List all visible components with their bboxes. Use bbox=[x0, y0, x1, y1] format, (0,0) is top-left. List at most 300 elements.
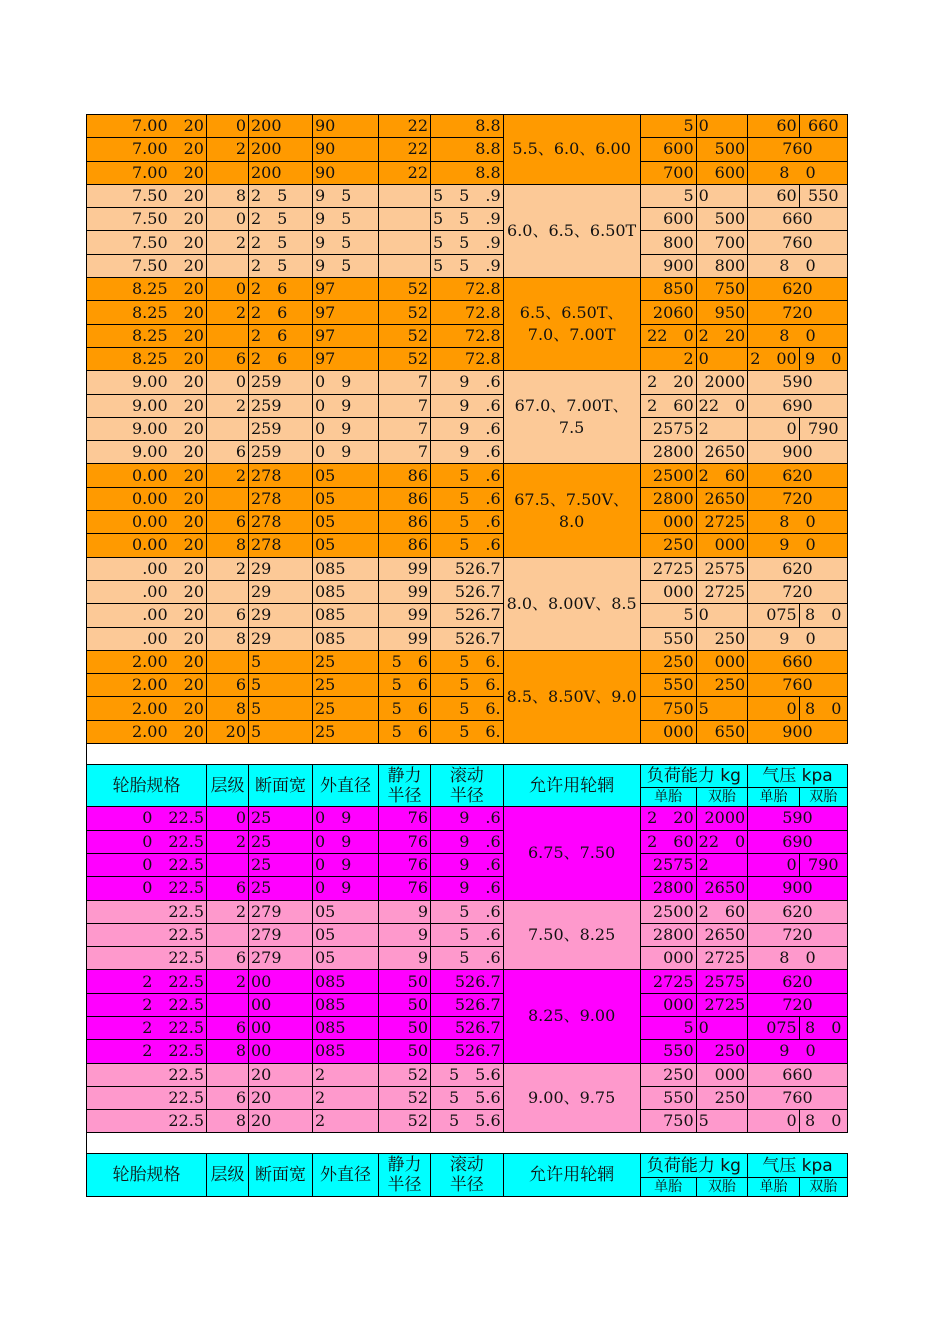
section-width-cell: 279 bbox=[249, 947, 313, 970]
rolling-radius-cell: 5 .6 bbox=[431, 487, 504, 510]
static-radius-cell: 86 bbox=[379, 464, 431, 487]
tire-spec-cell: 0 22.5 bbox=[87, 853, 207, 876]
table-row bbox=[87, 278, 848, 301]
section-width-cell: 00 bbox=[249, 970, 313, 993]
static-radius-cell: 9 bbox=[379, 923, 431, 946]
tire-spec-cell: 22.5 bbox=[87, 900, 207, 923]
static-radius-cell bbox=[379, 208, 431, 231]
header-roll-line2: 半径 bbox=[449, 785, 484, 806]
pressure-cell: 720 bbox=[748, 487, 848, 510]
load-single-cell: 2 60 bbox=[640, 830, 696, 853]
table-row bbox=[87, 877, 848, 900]
load-dual-cell: 2650 bbox=[696, 923, 748, 946]
load-dual-cell: 22 0 bbox=[696, 394, 748, 417]
rolling-radius-cell: 8.8 bbox=[431, 138, 504, 161]
rolling-radius-cell: 526.7 bbox=[431, 993, 504, 1016]
tire-spec-cell: 22.5 bbox=[87, 1086, 207, 1109]
header-row bbox=[87, 765, 848, 788]
table-row bbox=[87, 231, 848, 254]
pressure-cell: 900 bbox=[748, 877, 848, 900]
rolling-radius-cell: 526.7 bbox=[431, 557, 504, 580]
outer-diameter-cell: 9 5 bbox=[313, 184, 379, 207]
static-radius-cell: 76 bbox=[379, 807, 431, 830]
load-dual-cell: 500 bbox=[696, 138, 748, 161]
static-radius-cell: 22 bbox=[379, 115, 431, 138]
ply-cell: 2 bbox=[207, 464, 249, 487]
static-radius-cell: 52 bbox=[379, 278, 431, 301]
load-single-cell: 800 bbox=[640, 231, 696, 254]
load-dual-cell: 2000 bbox=[696, 371, 748, 394]
pressure-cell: 660 bbox=[748, 1063, 848, 1086]
rim-cell: 6.0、6.5、6.50T bbox=[503, 184, 640, 277]
load-single-cell: 850 bbox=[640, 278, 696, 301]
load-single-cell: 5 bbox=[640, 184, 696, 207]
rolling-radius-cell: 5 5 .9 bbox=[431, 254, 504, 277]
section-width-cell: 200 bbox=[249, 138, 313, 161]
load-dual-cell: 000 bbox=[696, 650, 748, 673]
static-radius-cell: 50 bbox=[379, 993, 431, 1016]
load-dual-cell: 2725 bbox=[696, 993, 748, 1016]
table-row bbox=[87, 394, 848, 417]
section-width-cell: 00 bbox=[249, 1040, 313, 1063]
header-roll-line1: 滚动 bbox=[449, 1155, 484, 1176]
load-dual-cell: 2575 bbox=[696, 557, 748, 580]
tire-spec-cell: 8.25 20 bbox=[87, 301, 207, 324]
tire-spec-cell: .00 20 bbox=[87, 604, 207, 627]
section-width-cell: 259 bbox=[249, 394, 313, 417]
pressure-dual-cell: 550 bbox=[799, 184, 847, 207]
outer-diameter-cell: 085 bbox=[313, 993, 379, 1016]
load-dual-cell: 22 0 bbox=[696, 830, 748, 853]
ply-cell bbox=[207, 993, 249, 1016]
tire-spec-cell: .00 20 bbox=[87, 580, 207, 603]
load-dual-cell: 700 bbox=[696, 231, 748, 254]
rolling-radius-cell: 72.8 bbox=[431, 347, 504, 370]
load-single-cell: 000 bbox=[640, 720, 696, 743]
static-radius-cell: 52 bbox=[379, 347, 431, 370]
rolling-radius-cell: 9 .6 bbox=[431, 877, 504, 900]
load-single-cell: 250 bbox=[640, 534, 696, 557]
table-row bbox=[87, 464, 848, 487]
pressure-cell: 620 bbox=[748, 464, 848, 487]
section-width-cell: 25 bbox=[249, 877, 313, 900]
table-row bbox=[87, 697, 848, 720]
pressure-dual-cell: 660 bbox=[799, 115, 847, 138]
outer-diameter-cell: 97 bbox=[313, 301, 379, 324]
load-single-cell: 2060 bbox=[640, 301, 696, 324]
section-width-cell: 29 bbox=[249, 580, 313, 603]
ply-cell: 0 bbox=[207, 278, 249, 301]
rolling-radius-cell: 5 5.6 bbox=[431, 1063, 504, 1086]
table-row bbox=[87, 161, 848, 184]
pressure-cell: 9 0 bbox=[748, 627, 848, 650]
section-width-cell: 259 bbox=[249, 371, 313, 394]
header-static-radius bbox=[379, 1154, 431, 1196]
header-static-line1: 静力 bbox=[387, 765, 422, 786]
static-radius-cell: 99 bbox=[379, 604, 431, 627]
static-radius-cell: 99 bbox=[379, 627, 431, 650]
ply-cell: 6 bbox=[207, 947, 249, 970]
rolling-radius-cell: 8.8 bbox=[431, 115, 504, 138]
pressure-cell: 620 bbox=[748, 970, 848, 993]
table-row bbox=[87, 720, 848, 743]
outer-diameter-cell: 085 bbox=[313, 580, 379, 603]
load-dual-cell: 250 bbox=[696, 627, 748, 650]
header-rolling-radius bbox=[431, 765, 504, 807]
header-pressure-dual: 双胎 bbox=[799, 788, 847, 807]
pressure-cell: 8 0 bbox=[748, 511, 848, 534]
load-single-cell: 600 bbox=[640, 208, 696, 231]
section-width-cell: 2 5 bbox=[249, 208, 313, 231]
static-radius-cell: 9 bbox=[379, 900, 431, 923]
table-row bbox=[87, 1016, 848, 1039]
section-width-cell: 00 bbox=[249, 1016, 313, 1039]
pressure-single-cell: 0 bbox=[748, 853, 800, 876]
section-width-cell: 278 bbox=[249, 511, 313, 534]
section-width-cell: 5 bbox=[249, 720, 313, 743]
section-width-cell: 2 6 bbox=[249, 278, 313, 301]
rolling-radius-cell: 72.8 bbox=[431, 278, 504, 301]
tire-spec-cell: 7.50 20 bbox=[87, 231, 207, 254]
pressure-single-cell: 2 00 bbox=[748, 347, 800, 370]
table-row bbox=[87, 580, 848, 603]
table-row bbox=[87, 1086, 848, 1109]
load-dual-cell: 2 20 bbox=[696, 324, 748, 347]
rim-cell: 7.50、8.25 bbox=[503, 900, 640, 970]
table-row bbox=[87, 853, 848, 876]
outer-diameter-cell: 0 9 bbox=[313, 417, 379, 440]
outer-diameter-cell: 0 9 bbox=[313, 441, 379, 464]
tire-spec-cell: 7.50 20 bbox=[87, 184, 207, 207]
table-row bbox=[87, 184, 848, 207]
rolling-radius-cell: 5 5.6 bbox=[431, 1086, 504, 1109]
outer-diameter-cell: 2 bbox=[313, 1110, 379, 1133]
ply-cell bbox=[207, 853, 249, 876]
rolling-radius-cell: 5 6. bbox=[431, 720, 504, 743]
ply-cell bbox=[207, 650, 249, 673]
section-width-cell: 29 bbox=[249, 557, 313, 580]
static-radius-cell: 76 bbox=[379, 830, 431, 853]
outer-diameter-cell: 90 bbox=[313, 161, 379, 184]
rolling-radius-cell: 5 5 .9 bbox=[431, 231, 504, 254]
load-dual-cell: 5 bbox=[696, 1110, 748, 1133]
rim-cell: 9.00、9.75 bbox=[503, 1063, 640, 1133]
static-radius-cell: 99 bbox=[379, 557, 431, 580]
ply-cell: 20 bbox=[207, 720, 249, 743]
header-diameter: 外直径 bbox=[313, 1154, 379, 1196]
load-dual-cell: 800 bbox=[696, 254, 748, 277]
load-single-cell: 2800 bbox=[640, 487, 696, 510]
section-width-cell: 20 bbox=[249, 1086, 313, 1109]
outer-diameter-cell: 25 bbox=[313, 650, 379, 673]
load-single-cell: 5 bbox=[640, 115, 696, 138]
section-width-cell: 2 6 bbox=[249, 301, 313, 324]
load-single-cell: 2 20 bbox=[640, 371, 696, 394]
header-pressure: 气压 kpa bbox=[748, 1154, 848, 1177]
load-single-cell: 2725 bbox=[640, 557, 696, 580]
header-load: 负荷能力 kg bbox=[640, 765, 748, 788]
pressure-cell: 590 bbox=[748, 371, 848, 394]
header-load: 负荷能力 kg bbox=[640, 1154, 748, 1177]
static-radius-cell: 52 bbox=[379, 324, 431, 347]
outer-diameter-cell: 05 bbox=[313, 923, 379, 946]
header-ply: 层级 bbox=[207, 765, 249, 807]
table-row bbox=[87, 371, 848, 394]
load-single-cell: 2500 bbox=[640, 900, 696, 923]
load-dual-cell: 950 bbox=[696, 301, 748, 324]
outer-diameter-cell: 97 bbox=[313, 347, 379, 370]
header-static-line2: 半径 bbox=[387, 1175, 422, 1196]
static-radius-cell: 5 6 bbox=[379, 650, 431, 673]
load-single-cell: 700 bbox=[640, 161, 696, 184]
section-width-cell: 2 5 bbox=[249, 184, 313, 207]
tire-spec-cell: 0 22.5 bbox=[87, 807, 207, 830]
ply-cell: 8 bbox=[207, 534, 249, 557]
pressure-dual-cell: 8 0 bbox=[799, 604, 847, 627]
rolling-radius-cell: 9 .6 bbox=[431, 394, 504, 417]
table-row bbox=[87, 947, 848, 970]
rolling-radius-cell: 526.7 bbox=[431, 627, 504, 650]
load-single-cell: 5 bbox=[640, 604, 696, 627]
table-row bbox=[87, 923, 848, 946]
tire-spec-cell: 0 22.5 bbox=[87, 830, 207, 853]
pressure-dual-cell: 8 0 bbox=[799, 1110, 847, 1133]
table-row bbox=[87, 993, 848, 1016]
tire-spec-cell: 8.25 20 bbox=[87, 278, 207, 301]
outer-diameter-cell: 0 9 bbox=[313, 877, 379, 900]
static-radius-cell: 86 bbox=[379, 511, 431, 534]
table-row bbox=[87, 1110, 848, 1133]
ply-cell: 0 bbox=[207, 208, 249, 231]
static-radius-cell: 52 bbox=[379, 301, 431, 324]
tire-spec-cell: 22.5 bbox=[87, 1110, 207, 1133]
header-rolling-radius bbox=[431, 1154, 504, 1196]
load-single-cell: 250 bbox=[640, 1063, 696, 1086]
ply-cell bbox=[207, 324, 249, 347]
section-width-cell: 2 6 bbox=[249, 324, 313, 347]
tire-spec-cell: .00 20 bbox=[87, 627, 207, 650]
load-dual-cell: 0 bbox=[696, 604, 748, 627]
ply-cell: 2 bbox=[207, 301, 249, 324]
section-width-cell: 278 bbox=[249, 464, 313, 487]
table-row bbox=[87, 557, 848, 580]
header-rim: 允许用轮辋 bbox=[503, 765, 640, 807]
rim-cell: 5.5、6.0、6.00 bbox=[503, 115, 640, 185]
outer-diameter-cell: 2 bbox=[313, 1086, 379, 1109]
table-row bbox=[87, 627, 848, 650]
load-dual-cell: 2 60 bbox=[696, 900, 748, 923]
tire-spec-cell: 9.00 20 bbox=[87, 394, 207, 417]
tire-spec-cell: 2.00 20 bbox=[87, 720, 207, 743]
ply-cell: 2 bbox=[207, 394, 249, 417]
ply-cell: 8 bbox=[207, 627, 249, 650]
static-radius-cell: 50 bbox=[379, 1040, 431, 1063]
table-row bbox=[87, 115, 848, 138]
load-dual-cell: 2725 bbox=[696, 947, 748, 970]
spacer-cell bbox=[87, 744, 848, 765]
pressure-cell: 720 bbox=[748, 993, 848, 1016]
load-single-cell: 22 0 bbox=[640, 324, 696, 347]
section-width-cell: 25 bbox=[249, 807, 313, 830]
rim-cell: 8.25、9.00 bbox=[503, 970, 640, 1063]
rolling-radius-cell: 5 6. bbox=[431, 697, 504, 720]
pressure-cell: 760 bbox=[748, 138, 848, 161]
header-row bbox=[87, 1154, 848, 1177]
load-dual-cell: 0 bbox=[696, 184, 748, 207]
static-radius-cell: 7 bbox=[379, 371, 431, 394]
load-dual-cell: 2725 bbox=[696, 511, 748, 534]
rolling-radius-cell: 5 .6 bbox=[431, 900, 504, 923]
table-row bbox=[87, 1063, 848, 1086]
section-width-cell: 5 bbox=[249, 697, 313, 720]
static-radius-cell: 5 6 bbox=[379, 674, 431, 697]
pressure-cell: 660 bbox=[748, 208, 848, 231]
load-single-cell: 2800 bbox=[640, 923, 696, 946]
section-width-cell: 25 bbox=[249, 853, 313, 876]
header-load-single: 单胎 bbox=[640, 1177, 696, 1196]
outer-diameter-cell: 05 bbox=[313, 464, 379, 487]
pressure-single-cell: 075 bbox=[748, 604, 800, 627]
section-width-cell: 00 bbox=[249, 993, 313, 1016]
tire-spec-cell: 0.00 20 bbox=[87, 534, 207, 557]
ply-cell: 6 bbox=[207, 877, 249, 900]
pressure-cell: 590 bbox=[748, 807, 848, 830]
load-dual-cell: 2725 bbox=[696, 580, 748, 603]
rolling-radius-cell: 526.7 bbox=[431, 1040, 504, 1063]
tire-spec-cell: 22.5 bbox=[87, 947, 207, 970]
table-row bbox=[87, 534, 848, 557]
load-single-cell: 2575 bbox=[640, 417, 696, 440]
section-width-cell: 20 bbox=[249, 1063, 313, 1086]
tire-spec-cell: 7.00 20 bbox=[87, 161, 207, 184]
pressure-cell: 8 0 bbox=[748, 324, 848, 347]
load-single-cell: 000 bbox=[640, 580, 696, 603]
ply-cell bbox=[207, 1063, 249, 1086]
ply-cell: 2 bbox=[207, 231, 249, 254]
tire-spec-cell: 2 22.5 bbox=[87, 970, 207, 993]
load-dual-cell: 650 bbox=[696, 720, 748, 743]
load-single-cell: 000 bbox=[640, 947, 696, 970]
header-pressure-single: 单胎 bbox=[748, 1177, 800, 1196]
section-width-cell: 279 bbox=[249, 923, 313, 946]
header-spec: 轮胎规格 bbox=[87, 765, 207, 807]
ply-cell: 6 bbox=[207, 1016, 249, 1039]
rolling-radius-cell: 526.7 bbox=[431, 970, 504, 993]
header-diameter: 外直径 bbox=[313, 765, 379, 807]
spacer-row bbox=[87, 1133, 848, 1154]
table-row bbox=[87, 208, 848, 231]
tire-spec-cell: 0.00 20 bbox=[87, 464, 207, 487]
outer-diameter-cell: 2 bbox=[313, 1063, 379, 1086]
load-dual-cell: 000 bbox=[696, 534, 748, 557]
outer-diameter-cell: 05 bbox=[313, 511, 379, 534]
load-single-cell: 900 bbox=[640, 254, 696, 277]
table-row bbox=[87, 970, 848, 993]
load-dual-cell: 2650 bbox=[696, 877, 748, 900]
rolling-radius-cell: 5 5.6 bbox=[431, 1110, 504, 1133]
rolling-radius-cell: 5 .6 bbox=[431, 464, 504, 487]
ply-cell bbox=[207, 254, 249, 277]
static-radius-cell bbox=[379, 231, 431, 254]
section-width-cell: 278 bbox=[249, 487, 313, 510]
ply-cell bbox=[207, 580, 249, 603]
load-dual-cell: 500 bbox=[696, 208, 748, 231]
pressure-cell: 720 bbox=[748, 580, 848, 603]
tire-spec-cell: 0.00 20 bbox=[87, 511, 207, 534]
header-static-line2: 半径 bbox=[387, 785, 422, 806]
rolling-radius-cell: 72.8 bbox=[431, 324, 504, 347]
table-row bbox=[87, 830, 848, 853]
load-single-cell: 2575 bbox=[640, 853, 696, 876]
pressure-single-cell: 075 bbox=[748, 1016, 800, 1039]
rim-cell: 6.75、7.50 bbox=[503, 807, 640, 900]
outer-diameter-cell: 9 5 bbox=[313, 208, 379, 231]
outer-diameter-cell: 97 bbox=[313, 278, 379, 301]
section-width-cell: 5 bbox=[249, 650, 313, 673]
tire-spec-cell: 7.00 20 bbox=[87, 138, 207, 161]
static-radius-cell bbox=[379, 254, 431, 277]
outer-diameter-cell: 05 bbox=[313, 947, 379, 970]
section-width-cell: 25 bbox=[249, 830, 313, 853]
tire-spec-cell: 7.00 20 bbox=[87, 115, 207, 138]
header-load-dual: 双胎 bbox=[696, 788, 748, 807]
load-single-cell: 550 bbox=[640, 674, 696, 697]
load-dual-cell: 2575 bbox=[696, 970, 748, 993]
header-width: 断面宽 bbox=[249, 1154, 313, 1196]
load-single-cell: 2 60 bbox=[640, 394, 696, 417]
static-radius-cell: 76 bbox=[379, 877, 431, 900]
load-single-cell: 550 bbox=[640, 627, 696, 650]
pressure-dual-cell: 8 0 bbox=[799, 1016, 847, 1039]
rolling-radius-cell: 526.7 bbox=[431, 604, 504, 627]
load-single-cell: 250 bbox=[640, 650, 696, 673]
pressure-cell: 760 bbox=[748, 231, 848, 254]
pressure-cell: 760 bbox=[748, 674, 848, 697]
outer-diameter-cell: 25 bbox=[313, 697, 379, 720]
rim-cell: 8.0、8.00V、8.5 bbox=[503, 557, 640, 650]
pressure-single-cell: 60 bbox=[748, 184, 800, 207]
pressure-dual-cell: 790 bbox=[799, 853, 847, 876]
load-dual-cell: 0 bbox=[696, 115, 748, 138]
outer-diameter-cell: 25 bbox=[313, 674, 379, 697]
load-dual-cell: 000 bbox=[696, 1063, 748, 1086]
section-width-cell: 20 bbox=[249, 1110, 313, 1133]
table-row bbox=[87, 417, 848, 440]
section-width-cell: 259 bbox=[249, 441, 313, 464]
static-radius-cell: 22 bbox=[379, 138, 431, 161]
static-radius-cell: 7 bbox=[379, 441, 431, 464]
load-single-cell: 2800 bbox=[640, 877, 696, 900]
tire-spec-cell: 22.5 bbox=[87, 1063, 207, 1086]
section-width-cell: 2 6 bbox=[249, 347, 313, 370]
load-dual-cell: 250 bbox=[696, 1086, 748, 1109]
table-row bbox=[87, 511, 848, 534]
tire-spec-cell: 9.00 20 bbox=[87, 441, 207, 464]
section-width-cell: 278 bbox=[249, 534, 313, 557]
table-row bbox=[87, 807, 848, 830]
tire-spec-cell: 22.5 bbox=[87, 923, 207, 946]
load-single-cell: 550 bbox=[640, 1040, 696, 1063]
load-dual-cell: 2 bbox=[696, 853, 748, 876]
pressure-cell: 8 0 bbox=[748, 254, 848, 277]
outer-diameter-cell: 90 bbox=[313, 138, 379, 161]
load-dual-cell: 0 bbox=[696, 347, 748, 370]
load-dual-cell: 2 60 bbox=[696, 464, 748, 487]
tire-spec-cell: 0 22.5 bbox=[87, 877, 207, 900]
outer-diameter-cell: 0 9 bbox=[313, 807, 379, 830]
outer-diameter-cell: 05 bbox=[313, 900, 379, 923]
static-radius-cell: 5 6 bbox=[379, 720, 431, 743]
